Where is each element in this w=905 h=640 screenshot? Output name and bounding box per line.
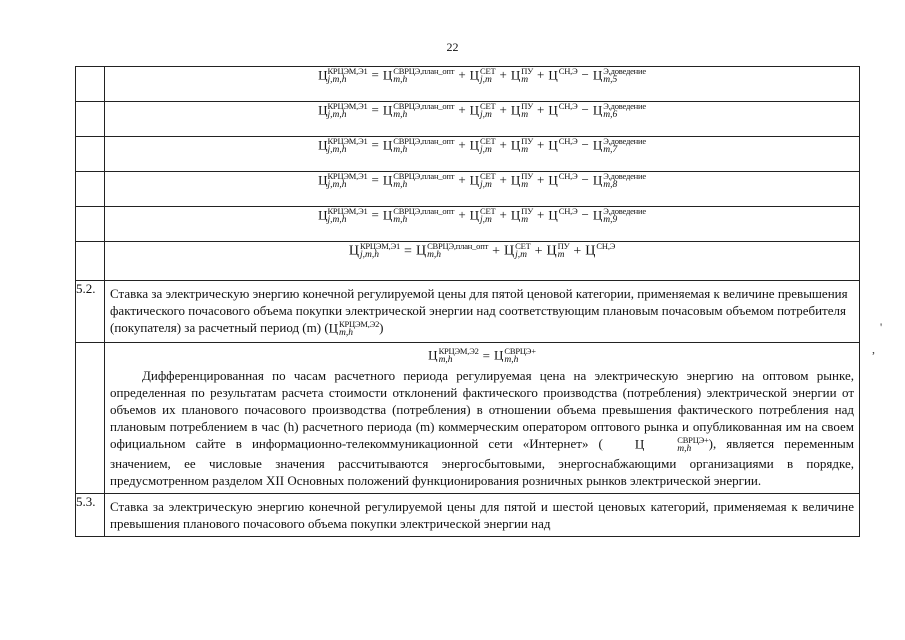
margin-mark: , (872, 342, 875, 356)
section-5-2-heading-row (76, 281, 860, 343)
formula-krcem-e1: Ц КРЦЭМ,Э1 j,m,h = Ц СВРЦЭ,план_опт m,h + Ц СЕТ j,m + Ц ПУ m + Ц СН,Э − Ц Э,доведение m,6 (105, 102, 860, 137)
section-5-3-text: Ставка за электрическую энергию конечной регулируемой цены для пятой и шестой ценовых категорий, применяемая к величине превышения планового почасового объема покупки электрической энергии над (105, 493, 860, 536)
formula-krcem-e1: Ц КРЦЭМ,Э1 j,m,h = Ц СВРЦЭ,план_опт m,h + Ц СЕТ j,m + Ц ПУ m + Ц СН,Э − Ц Э,доведение m,5 (105, 67, 860, 102)
section-number: 5.3. (76, 493, 105, 536)
section-5-2-paragraph: Дифференцированная по часам расчетного периода регулируемая цена на электрическую энергию на оптовом рынке, определенная по результатам расчета стоимости отклонений фактического производства (потребления) электрической энергии от объемов их планового почасового производства (потребления) в отношении объема превышения фактического потребления над плановым потреблением в час (h) расчетного периода (m) коммерческим оператором оптового рынка и опубликованная им на своем официальном сайте в информационно-телекоммуникационной сети «Интернет» ( Ц СВРЦЭ+ m,h ), является переменным значением, ее числовые значения рассчитываются энергосбытовыми, энергоснабжающими организациями в порядке, предусмотренном разделом XII Основных положений функционирования розничных рынков электрической энергии. (110, 368, 854, 488)
section-number: 5.2. (76, 281, 105, 343)
page-number: 22 (446, 40, 459, 54)
formula-row (76, 172, 860, 207)
section-5-3-row (76, 493, 860, 536)
formula-krcem-e1: Ц КРЦЭМ,Э1 j,m,h = Ц СВРЦЭ,план_опт m,h + Ц СЕТ j,m + Ц ПУ m + Ц СН,Э − Ц Э,доведение m,9 (105, 207, 860, 242)
symbol-c-krcem-e2: Ц КРЦЭМ,Э2 m,h (328, 318, 380, 338)
formula-row (76, 102, 860, 137)
section-5-2-heading: Ставка за электрическую энергию конечной регулируемой цены для пятой ценовой категории, применяемая к величине превышения фактического почасового объема покупки электрической энергии над соответствующим плановым почасовым объемом потребителя (покупателя) за расчетный период (m) (Ц КРЦЭМ,Э2 m,h ) (105, 281, 860, 343)
formula-krcem-e2: Ц КРЦЭМ,Э2 m,h = Ц СВРЦЭ+ m,h (428, 346, 536, 366)
section-5-2-body (105, 343, 860, 493)
tariff-table (75, 66, 860, 537)
formula-krcem-e1: Ц КРЦЭМ,Э1 j,m,h = Ц СВРЦЭ,план_опт m,h + Ц СЕТ j,m + Ц ПУ m + Ц СН,Э − Ц Э,доведение m,8 (105, 172, 860, 207)
formula-row (76, 137, 860, 172)
margin-mark: ' (880, 320, 883, 334)
formula-row (76, 67, 860, 102)
formula-row (76, 242, 860, 281)
formula-krcem-e1: Ц КРЦЭМ,Э1 j,m,h = Ц СВРЦЭ,план_опт m,h + Ц СЕТ j,m + Ц ПУ m + Ц СН,Э − Ц Э,доведение m,7 (105, 137, 860, 172)
section-5-2-body-row (76, 343, 860, 493)
formula-krcem-e1: Ц КРЦЭМ,Э1 j,m,h = Ц СВРЦЭ,план_опт m,h + Ц СЕТ j,m + Ц ПУ m + Ц СН,Э (105, 242, 860, 281)
formula-row (76, 207, 860, 242)
section-5-2-heading-text: Ставка за электрическую энергию конечной регулируемой цены для пятой ценовой категории, применяемая к величине превышения фактического почасового объема покупки электрической энергии над соответствующим плановым почасовым объемом потребителя (покупателя) за расчетный период (m) ( (110, 286, 848, 335)
